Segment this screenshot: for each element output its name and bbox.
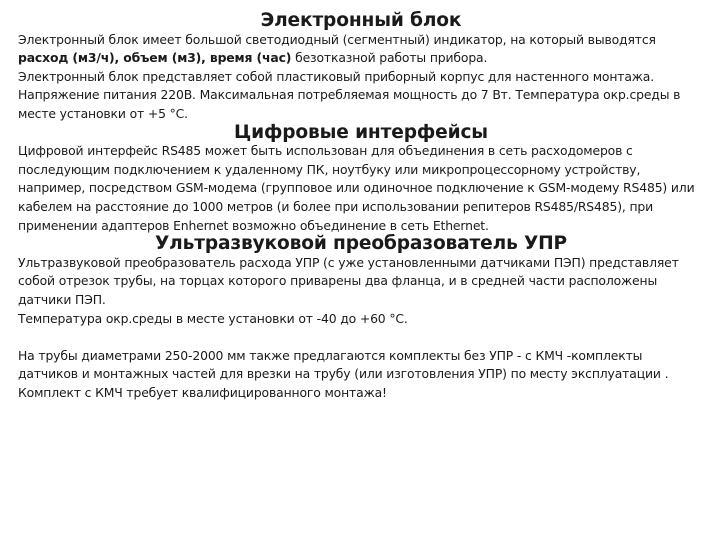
section-heading-digital-interfaces: Цифровые интерфейсы (234, 121, 488, 143)
paragraph-housing: Электронный блок представляет собой пластиковый приборный корпус для настенного монтажа. (18, 68, 655, 84)
paragraph-indicator-text-start: Электронный блок имеет большой светодиодный (сегментный) индикатор, на который выводятся (18, 31, 656, 47)
paragraph-rs485: Цифровой интерфейс RS485 может быть использован для объединения в сеть расходомеров с последующим подключением к удаленному ПК, ноутбуку или микропроцессорному устройству, например, посредством GSM-модема (групповое или одиночное подключение к GSM-модему RS485) или кабелем на расстояние до 1000 метров (и более при использовании репитеров RS485/RS485), при применении адаптеров Enhernet возможно объединение в сеть Ethernet. (18, 143, 695, 233)
section-heading-ultrasonic-converter: Ультразвуковой преобразователь УПР (154, 233, 568, 255)
paragraph-upr-description: Ультразвуковой преобразователь расхода УПР (с уже установленными датчиками ПЭП) представляет собой отрезок трубы, на торцах которого приварены два фланца, и в средней части расположены датчики ПЭП. (18, 254, 679, 307)
paragraph-upr-temperature: Температура окр.среды в месте установки от -40 до +60 °С. (18, 310, 408, 326)
paragraph-kmch-kits: На трубы диаметрами 250-2000 мм также предлагаются комплекты без УПР - с КМЧ -комплекты датчиков и монтажных частей для врезки на трубу (или изготовления УПР) по месту эксплуатации . Комплект с КМЧ требует квалифицированного монтажа! (18, 347, 669, 400)
paragraph-indicator (18, 31, 704, 68)
paragraph-indicator-emphasis: расход (м3/ч), объем (м3), время (час) (18, 50, 292, 66)
paragraph-spacer (18, 328, 704, 347)
paragraph-power-supply: Напряжение питания 220В. Максимальная потребляемая мощность до 7 Вт. Температура окр.среды в месте установки от +5 °С. (18, 87, 681, 121)
document-page (18, 12, 704, 402)
section-heading-electronic-unit: Электронный блок (260, 10, 462, 31)
paragraph-indicator-text-end: безотказной работы прибора. (291, 50, 488, 66)
